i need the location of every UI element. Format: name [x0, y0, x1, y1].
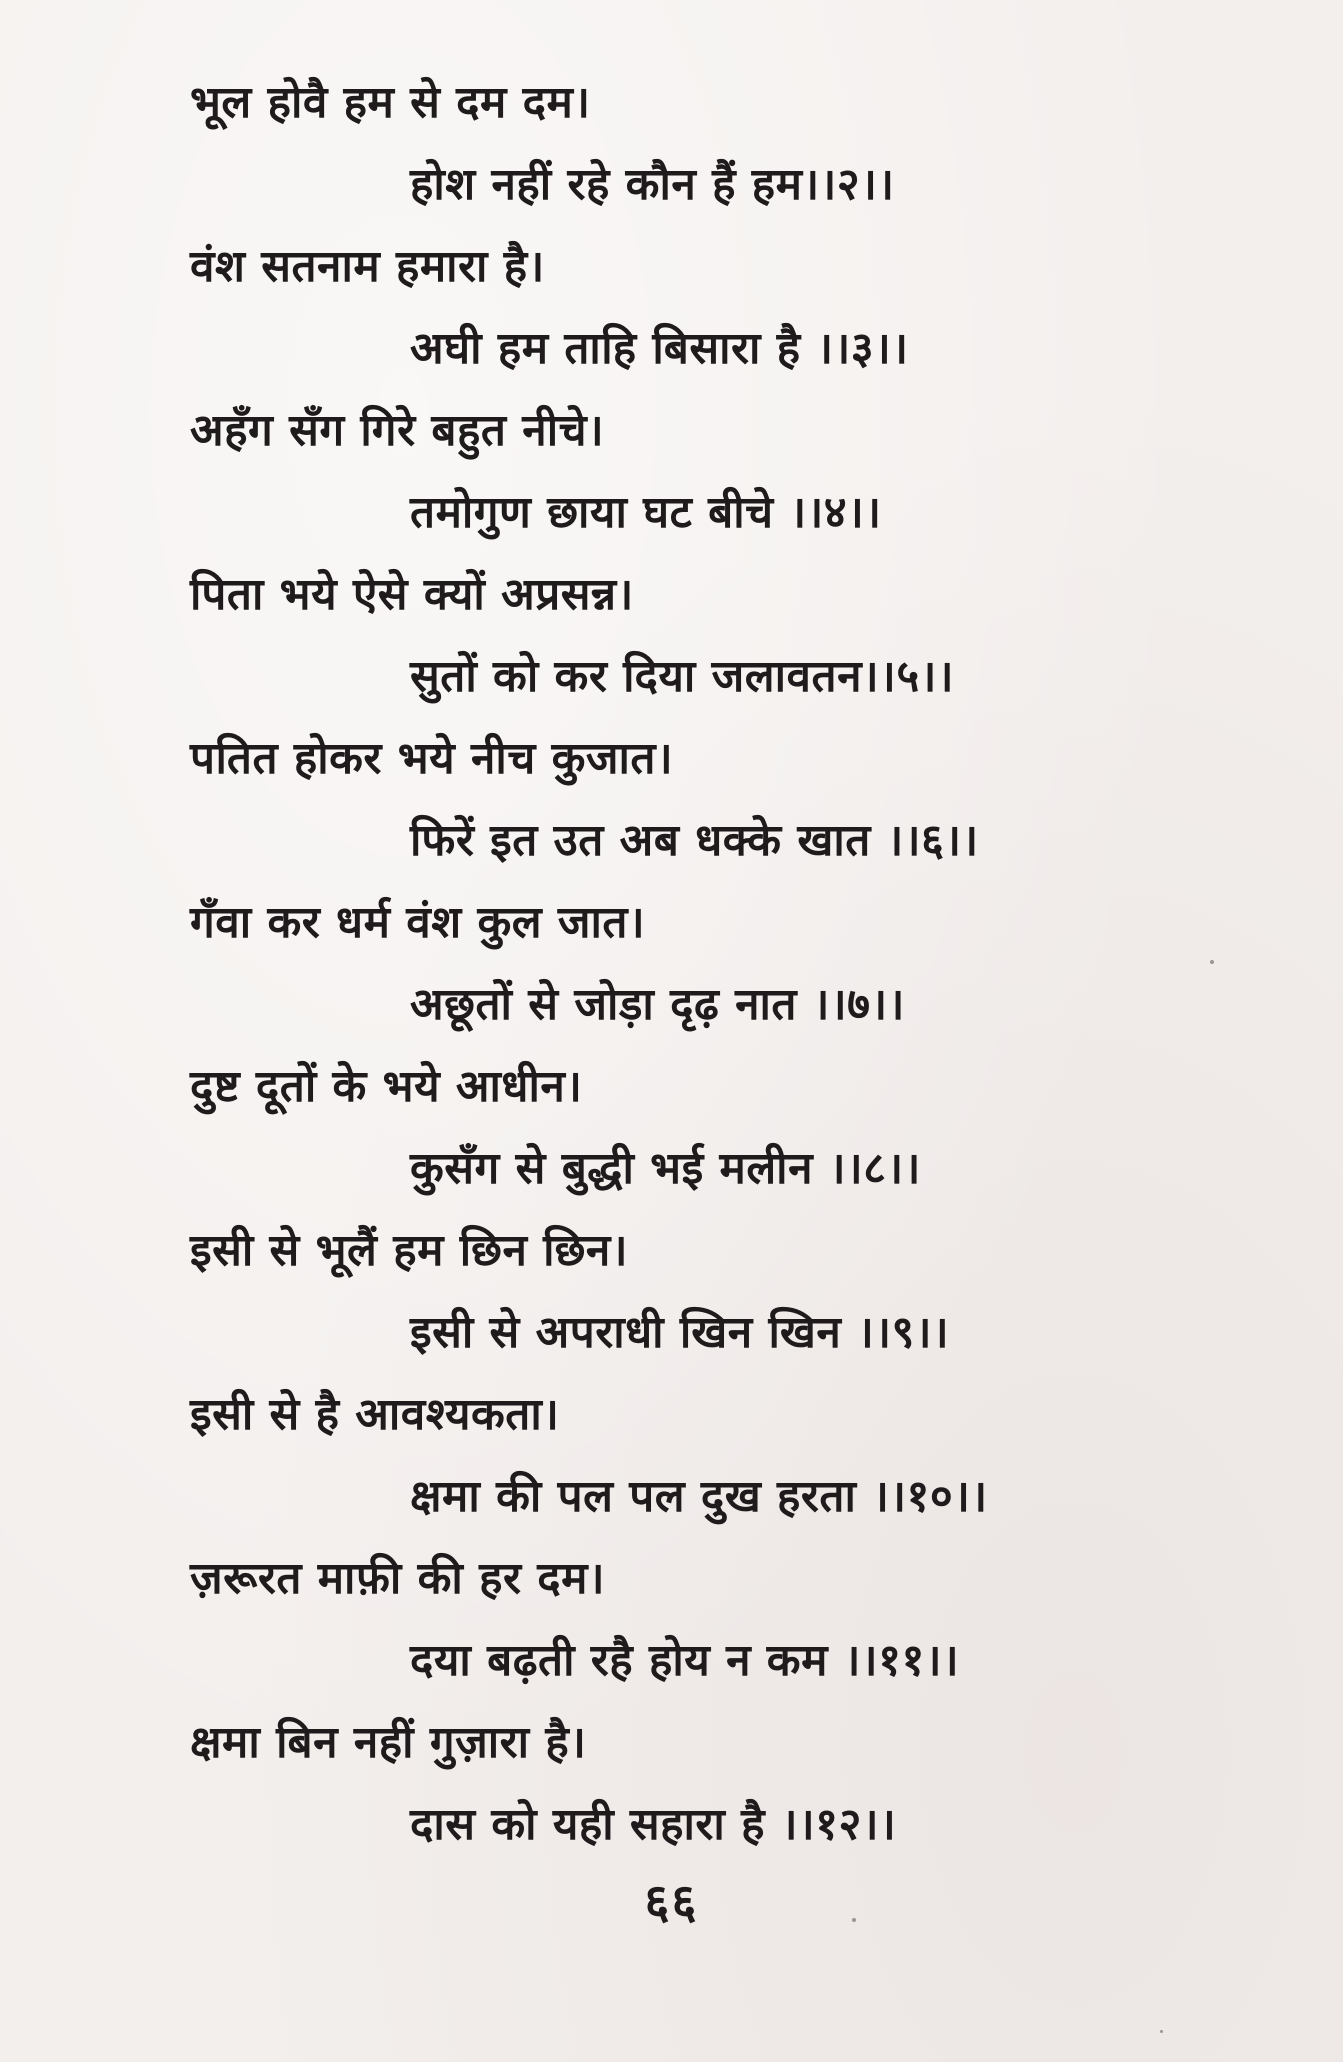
verse-line: इसी से अपराधी खिन खिन ।।९।। — [410, 1307, 950, 1358]
verse-line: अघी हम ताहि बिसारा है ।।३।। — [410, 323, 909, 374]
verse-line: फिरें इत उत अब धक्के खात ।।६।। — [410, 815, 979, 866]
verse-line: होश नहीं रहे कौन हैं हम।।२।। — [410, 159, 895, 210]
verse-line: दया बढ़ती रहै होय न कम ।।११।। — [410, 1635, 960, 1686]
verse-line: भूल होवै हम से दम दम। — [190, 77, 591, 128]
verse-line: पतित होकर भये नीच कुजात। — [190, 733, 674, 784]
verse-line: ज़रूरत माफ़ी की हर दम। — [190, 1553, 606, 1604]
verse-line: क्षमा की पल पल दुख हरता ।।१०।। — [410, 1471, 988, 1522]
paper-speck — [1160, 2030, 1163, 2033]
verse-line: पिता भये ऐसे क्यों अप्रसन्न। — [190, 569, 634, 620]
verse-line: सुतों को कर दिया जलावतन।।५।। — [410, 651, 955, 702]
paper-speck — [852, 1918, 856, 1922]
verse-line: कुसँग से बुद्धी भई मलीन ।।८।। — [410, 1143, 921, 1194]
verse-line: वंश सतनाम हमारा है। — [190, 241, 545, 292]
verse-line: तमोगुण छाया घट बीचे ।।४।। — [410, 487, 882, 538]
verse-line: इसी से है आवश्यकता। — [190, 1389, 560, 1440]
paper-speck — [1210, 960, 1214, 964]
verse-line: क्षमा बिन नहीं गुज़ारा है। — [190, 1717, 587, 1768]
verse-line: अछूतों से जोड़ा दृढ़ नात ।।७।। — [410, 979, 905, 1030]
verse-line: अहँग सँग गिरे बहुत नीचे। — [190, 405, 605, 456]
verse-line: दुष्ट दूतों के भये आधीन। — [190, 1061, 583, 1112]
verse-line: गँवा कर धर्म वंश कुल जात। — [190, 897, 646, 948]
page-number: ६६ — [644, 1874, 699, 1930]
verse-line: दास को यही सहारा है ।।१२।। — [410, 1799, 897, 1850]
verse-line: इसी से भूलैं हम छिन छिन। — [190, 1225, 629, 1276]
